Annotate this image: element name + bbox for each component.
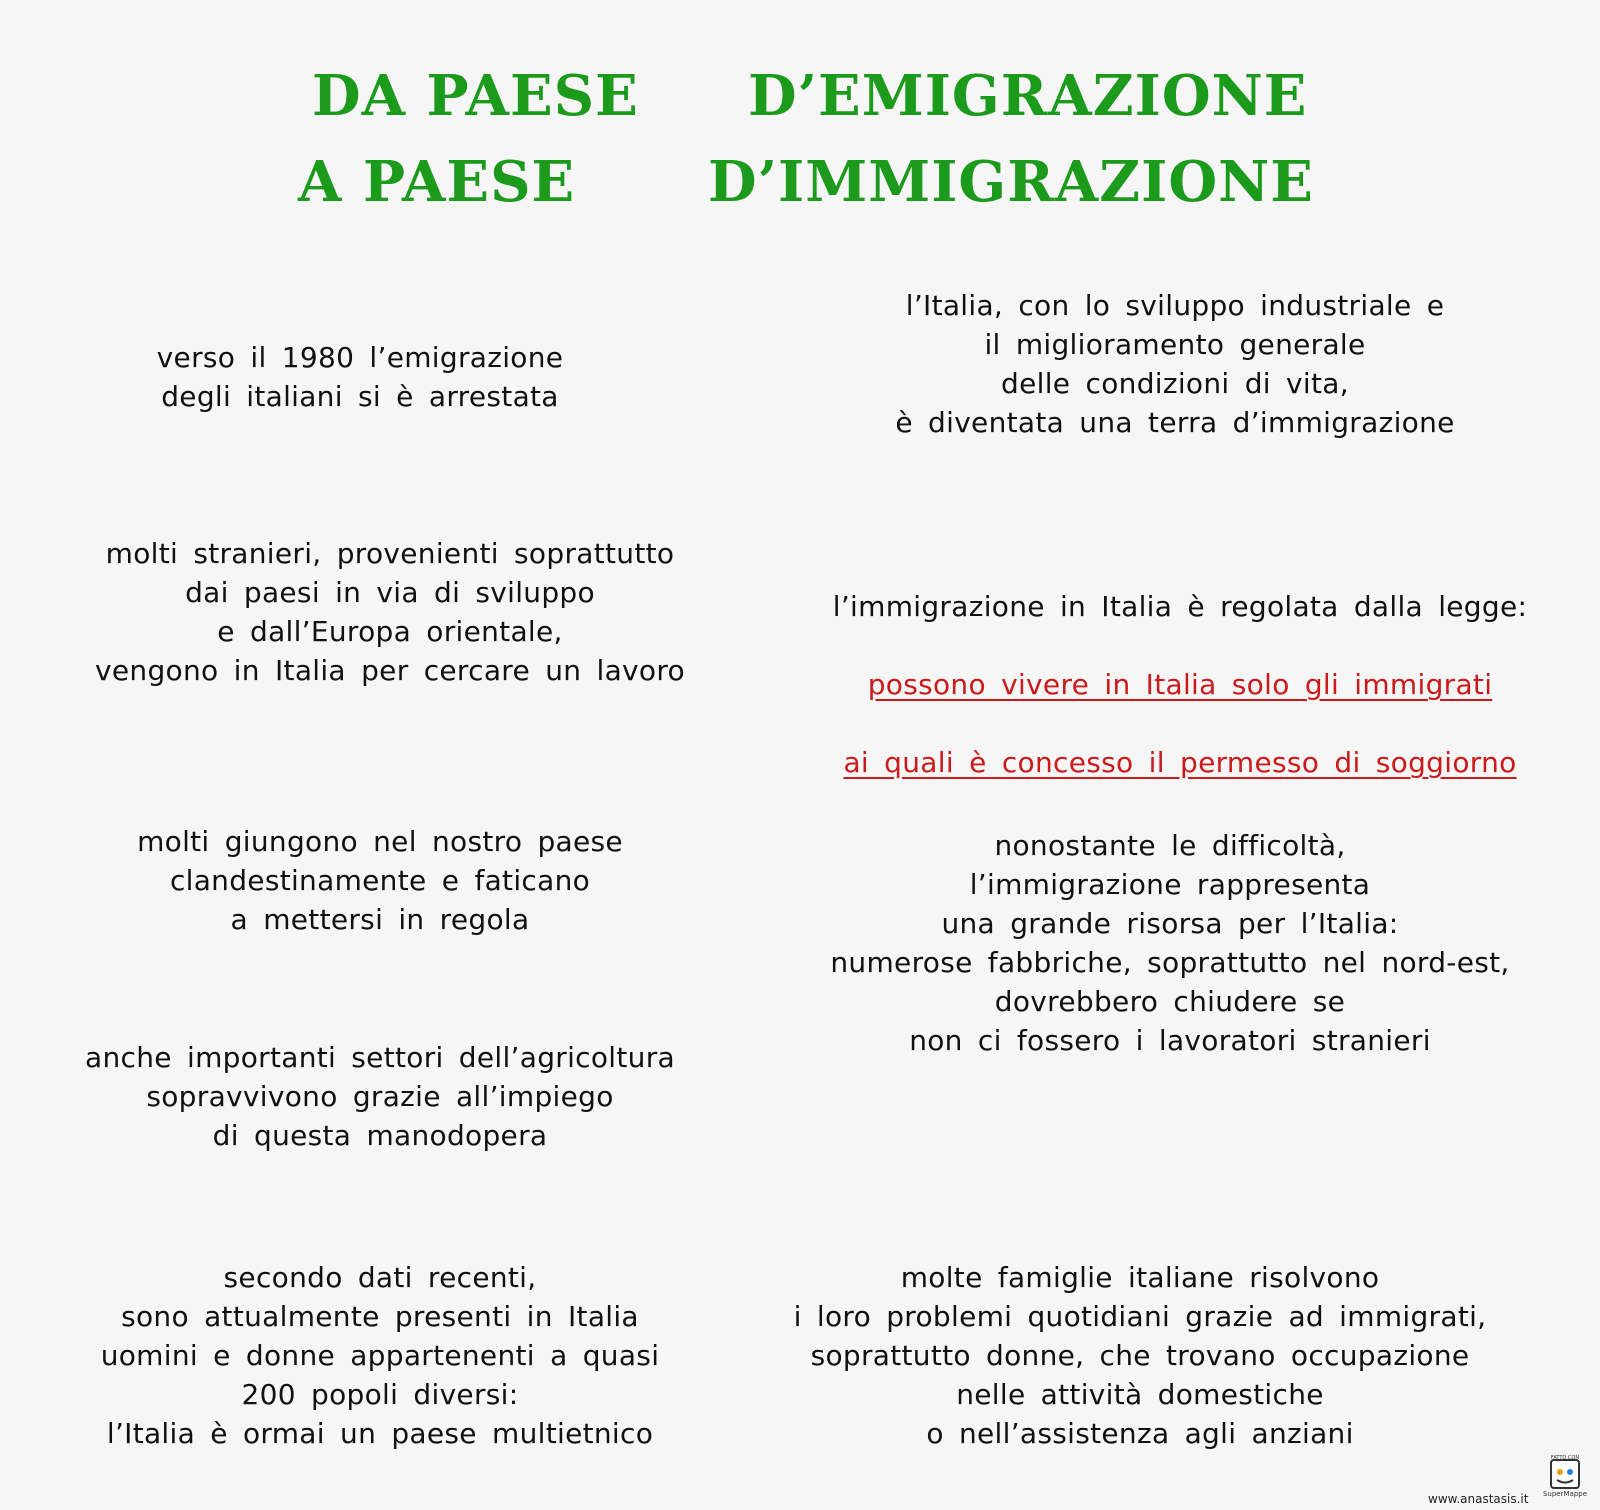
- law-condition-line-2: ai quali è concesso il permesso di soggiorno: [843, 746, 1517, 779]
- title-line-1-part-b: D’EMIGRAZIONE: [748, 63, 1308, 129]
- left-text-block-3: molti giungono nel nostro paese clandestinamente e faticano a mettersi in regola: [137, 825, 623, 936]
- law-intro: l’immigrazione in Italia è regolata dalla legge:: [832, 590, 1528, 623]
- website-url: www.anastasis.it: [1428, 1492, 1529, 1506]
- title-line-1-part-a: DA PAESE: [312, 63, 639, 129]
- right-text-block-1: l’Italia, con lo sviluppo industriale e il miglioramento generale delle condizioni di vita, è diventata una terra d’immigrazione: [895, 289, 1455, 439]
- left-text-block-2: molti stranieri, provenienti soprattutto dai paesi in via di sviluppo e dall’Europa orientale, vengono in Italia per cercare un lavoro: [95, 537, 685, 687]
- right-text-block-4: molte famiglie italiane risolvono i loro problemi quotidiani grazie ad immigrati, soprattutto donne, che trovano occupazione nelle attività domestiche o nell’assistenza agli anziani: [793, 1261, 1487, 1450]
- title-line-2: [0, 142, 1600, 222]
- law-condition-line-1: possono vivere in Italia solo gli immigrati: [867, 668, 1493, 701]
- title-line-1: [0, 56, 1600, 136]
- svg-text:FATTO CON: FATTO CON: [1550, 1455, 1580, 1461]
- svg-text:SuperMappe: SuperMappe: [1542, 1490, 1588, 1498]
- left-text-block-4: anche importanti settori dell’agricoltura sopravvivono grazie all’impiego di questa manodopera: [85, 1041, 675, 1152]
- title-line-2-part-a: A PAESE: [298, 149, 576, 215]
- left-text-block-1: verso il 1980 l’emigrazione degli italiani si è arrestata: [156, 341, 564, 413]
- supermappe-logo-icon: [1542, 1454, 1588, 1498]
- title-line-2-part-b: D’IMMIGRAZIONE: [708, 149, 1314, 215]
- right-text-block-3: nonostante le difficoltà, l’immigrazione rappresenta una grande risorsa per l’Italia: numerose fabbriche, soprattutto nel nord-est, dovrebbero chiudere se non ci fossero i lavoratori stranieri: [830, 829, 1510, 1057]
- left-text-block-5: secondo dati recenti, sono attualmente presenti in Italia uomini e donne appartenenti a quasi 200 popoli diversi: l’Italia è ormai un paese multietnico: [100, 1261, 660, 1450]
- right-text-block-2: [780, 548, 1580, 821]
